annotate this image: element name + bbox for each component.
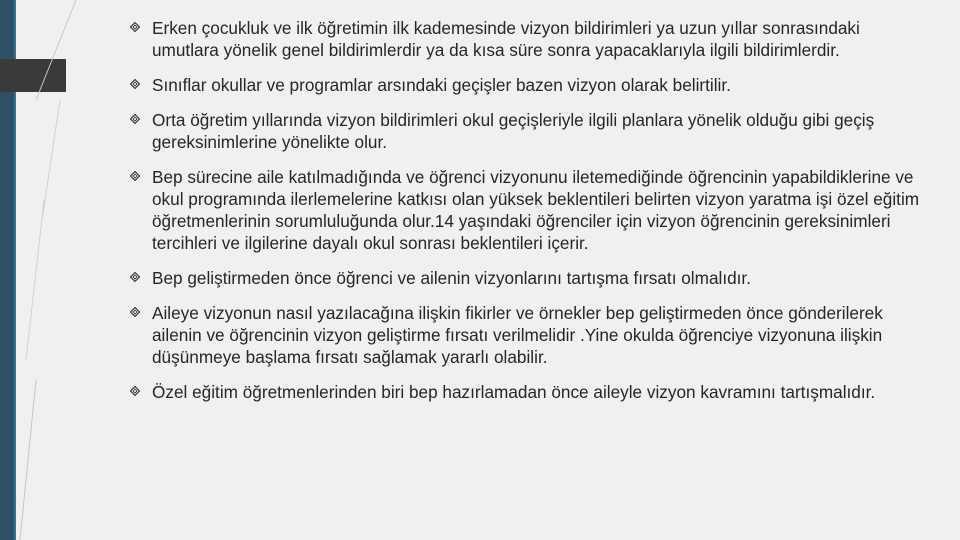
- diamond-outline-icon: [130, 114, 140, 124]
- list-item: [130, 382, 930, 404]
- list-item-text: Aileye vizyonun nasıl yazılacağına ilişkin fikirler ve örnekler bep geliştirmeden önce gönderilerek ailenin ve öğrencinin vizyon geliştirme fırsatı verilmelidir .Yine okulda öğrenciye vizyonuna ilişkin düşünmeye başlama fırsatı sağlamak yararlı olabilir.: [152, 303, 883, 368]
- diamond-outline-icon: [130, 79, 140, 89]
- diamond-outline-icon: [130, 171, 140, 181]
- list-item: [130, 110, 930, 154]
- list-item-text: Orta öğretim yıllarında vizyon bildirimleri okul geçişleriyle ilgili planlara yönelik olduğu gibi geçiş gereksinimlerine yönelikte olur.: [152, 110, 875, 153]
- list-item: [130, 167, 930, 254]
- diamond-outline-icon: [130, 386, 140, 396]
- diamond-outline-icon: [130, 22, 140, 32]
- list-item-text: Özel eğitim öğretmenlerinden biri bep hazırlamadan önce aileyle vizyon kavramını tartışmalıdır.: [152, 382, 876, 403]
- list-item: [130, 268, 930, 290]
- bullet-list: [130, 18, 930, 418]
- list-item-text: Bep geliştirmeden önce öğrenci ve ailenin vizyonlarını tartışma fırsatı olmalıdır.: [152, 268, 751, 289]
- list-item-text: Sınıflar okullar ve programlar arsındaki geçişler bazen vizyon olarak belirtilir.: [152, 75, 731, 96]
- diamond-outline-icon: [130, 272, 140, 282]
- decor-streaks: [16, 0, 76, 540]
- diamond-outline-icon: [130, 307, 140, 317]
- list-item: [130, 18, 930, 62]
- list-item: [130, 75, 930, 97]
- list-item-text: Bep sürecine aile katılmadığında ve öğrenci vizyonunu iletemediğinde öğrencinin yapabildiklerine ve okul programında ilerlemelerine katkısı olan yüksek beklentileri belirten vizyon yaratma işi özel eğitim öğretmenlerinin sorumluluğunda olur.14 yaşındaki öğrenciler için vizyon öğrencinin gereksinimleri tercihleri ve ilgilerine dayalı okul sonrası beklentileri içerir.: [152, 167, 920, 253]
- list-item: [130, 303, 930, 368]
- list-item-text: Erken çocukluk ve ilk öğretimin ilk kademesinde vizyon bildirimleri ya uzun yıllar sonrasındaki umutlara yönelik genel bildirimlerdir ya da kısa süre sonra yapacaklarıyla ilgili bildirimlerdir.: [152, 18, 860, 60]
